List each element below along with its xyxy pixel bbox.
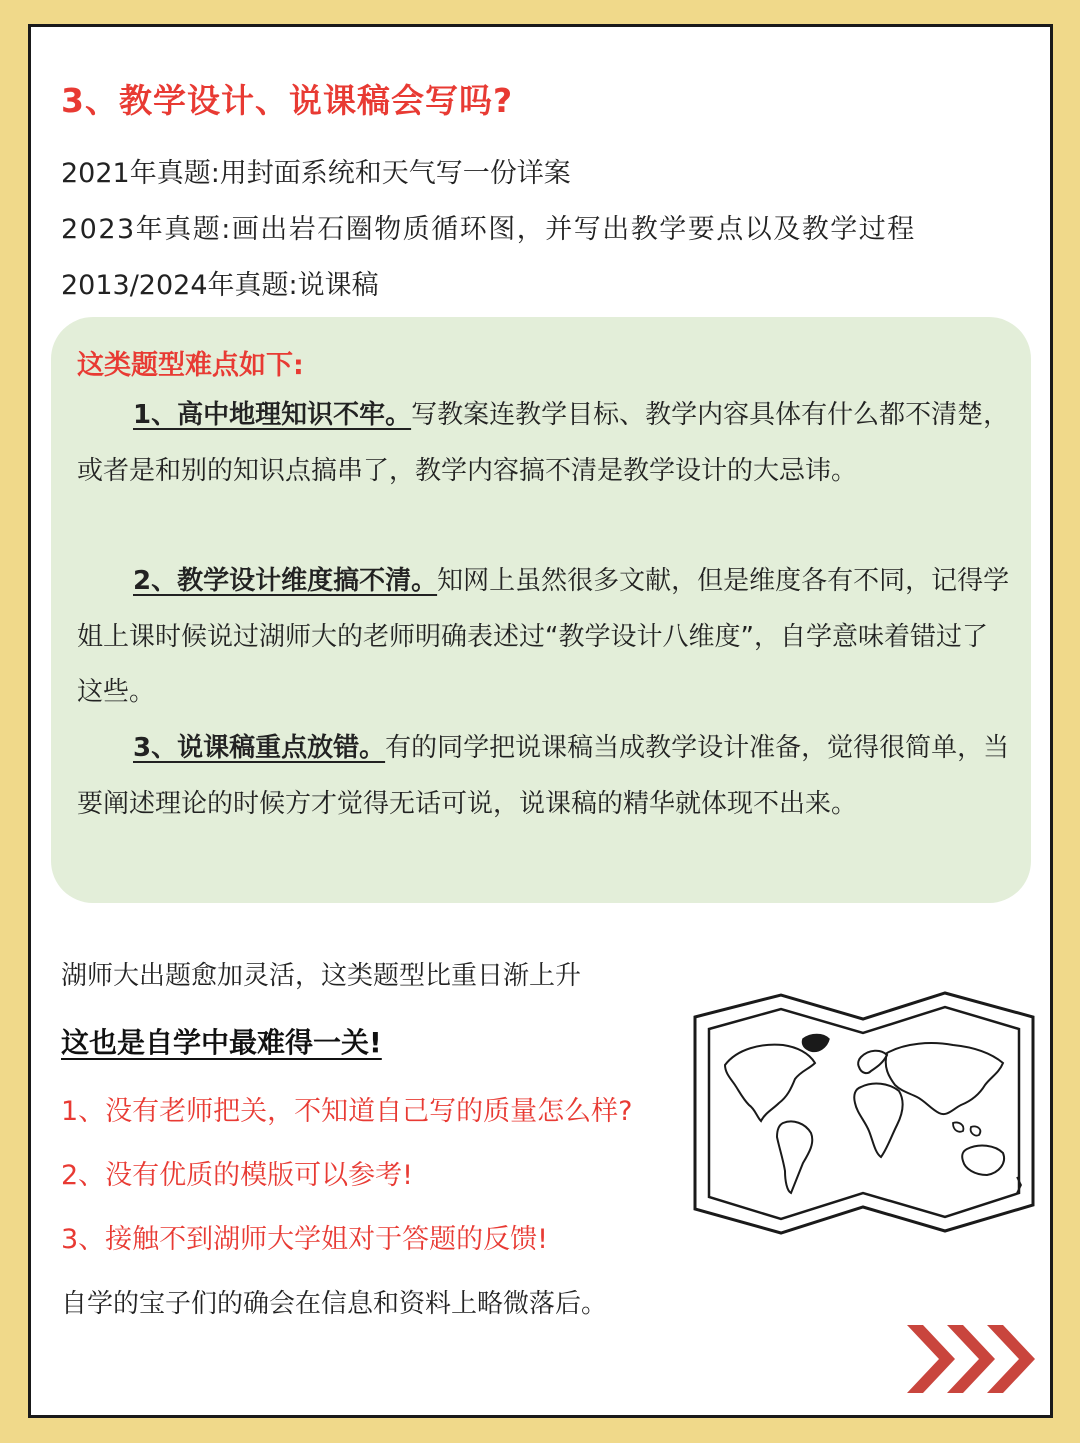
problem-item-2: 2、没有优质的模版可以参考! (61, 1160, 414, 1191)
problem-item-1: 1、没有老师把关，不知道自己写的质量怎么样? (61, 1096, 633, 1127)
difficulty-lead: 3、说课稿重点放错。 (133, 733, 386, 763)
difficulty-text: 有的同学把说课稿当成教学设计准备，觉得很简单，当要阐述理论的时候方才觉得无话可说，说课稿的精华就体现不出来。 (77, 733, 1010, 819)
closing-remark: 自学的宝子们的确会在信息和资料上略微落后。 (61, 1289, 608, 1319)
difficulties-heading: 这类题型难点如下: (77, 350, 304, 381)
difficulty-item-3 (77, 721, 1013, 832)
hardest-hurdle-heading: 这也是自学中最难得一关! (61, 1026, 382, 1059)
difficulties-box (51, 317, 1031, 903)
difficulty-text: 知网上虽然很多文献，但是维度各有不同，记得学姐上课时候说过湖师大的老师明确表述过“教学设计八维度”，自学意味着错过了这些。 (77, 566, 1010, 707)
next-arrows-icon (907, 1325, 1037, 1393)
exam-question-2021: 2021年真题:用封面系统和天气写一份详案 (61, 158, 571, 189)
exam-question-2023: 2023年真题:画出岩石圈物质循环图，并写出教学要点以及教学过程 (61, 214, 916, 245)
world-map-icon (691, 987, 1037, 1239)
difficulty-item-1 (77, 388, 1013, 499)
difficulty-lead: 2、教学设计维度搞不清。 (133, 566, 438, 596)
problem-item-3: 3、接触不到湖师大学姐对于答题的反馈! (61, 1224, 549, 1255)
difficulty-lead: 1、高中地理知识不牢。 (133, 400, 412, 430)
trend-note: 湖师大出题愈加灵活，这类题型比重日渐上升 (61, 961, 582, 991)
difficulty-text: 写教案连教学目标、教学内容具体有什么都不清楚，或者是和别的知识点搞串了，教学内容搞不清是教学设计的大忌讳。 (77, 400, 1010, 486)
difficulty-item-2 (77, 554, 1013, 721)
section-title: 3、教学设计、说课稿会写吗? (61, 81, 514, 120)
exam-question-2013-2024: 2013/2024年真题:说课稿 (61, 270, 379, 301)
content-card (28, 24, 1053, 1418)
